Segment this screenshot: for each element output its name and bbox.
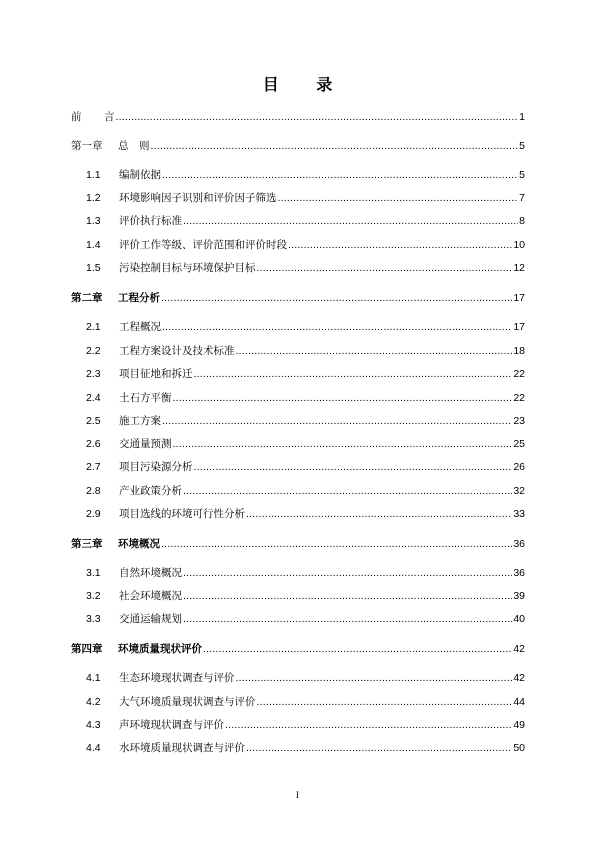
toc-section-title: 生态环境现状调查与评价 (119, 672, 235, 684)
toc-section-number: 1.2 (86, 192, 101, 204)
toc-section-title: 工程概况 (119, 321, 161, 333)
toc-page-number: 22 (513, 368, 525, 380)
toc-leader-dots (236, 672, 513, 684)
toc-entry-section[interactable] (86, 190, 525, 206)
toc-section-title: 交通运输规划 (119, 613, 182, 625)
toc-leader-dots (246, 508, 512, 520)
toc-section-number: 2.9 (86, 508, 101, 520)
toc-entry-section[interactable] (86, 717, 525, 733)
toc-chapter-title: 言 (104, 111, 115, 123)
toc-section-number: 2.1 (86, 321, 101, 333)
toc-leader-dots (203, 643, 512, 655)
toc-section-number: 2.4 (86, 392, 101, 404)
toc-page-number: 23 (513, 415, 525, 427)
toc-entry-section[interactable] (86, 459, 525, 475)
toc-entry-chapter-2[interactable] (71, 290, 525, 306)
toc-section-number: 4.3 (86, 719, 101, 731)
toc-section-title: 交通量预测 (119, 438, 172, 450)
toc-leader-dots (183, 567, 512, 579)
toc-chapter-title: 环境质量现状评价 (118, 643, 202, 655)
toc-entry-section[interactable] (86, 436, 525, 452)
toc-page-number: 22 (513, 392, 525, 404)
toc-entry-section[interactable] (86, 413, 525, 429)
toc-page-number: 26 (513, 461, 525, 473)
toc-entry-section[interactable] (86, 366, 525, 382)
toc-entry-section[interactable] (86, 506, 525, 522)
toc-leader-dots (116, 111, 519, 123)
toc-entry-section[interactable] (86, 694, 525, 710)
page-footer-number: I (296, 790, 299, 800)
toc-leader-dots (183, 613, 512, 625)
toc-leader-dots (288, 239, 512, 251)
toc-section-title: 施工方案 (119, 415, 161, 427)
toc-section-title: 评价执行标准 (119, 215, 182, 227)
toc-section-title: 土石方平衡 (119, 392, 172, 404)
toc-leader-dots (161, 292, 512, 304)
toc-section-title: 项目选线的环境可行性分析 (119, 508, 245, 520)
toc-leader-dots (173, 392, 513, 404)
toc-leader-dots (183, 590, 512, 602)
toc-page-number: 36 (513, 538, 525, 550)
toc-chapter-number: 前 (71, 111, 82, 123)
toc-section-title: 工程方案设计及技术标准 (119, 345, 235, 357)
page-title: 目 录 (262, 75, 349, 94)
toc-section-number: 2.6 (86, 438, 101, 450)
toc-chapter-title: 工程分析 (118, 292, 160, 304)
toc-entry-preface[interactable] (71, 109, 525, 125)
toc-section-title: 评价工作等级、评价范围和评价时段 (119, 239, 287, 251)
toc-leader-dots (194, 461, 513, 473)
toc-section-number: 1.1 (86, 169, 101, 181)
toc-page-number: 42 (513, 672, 525, 684)
toc-page-number: 40 (513, 613, 525, 625)
toc-section-number: 3.3 (86, 613, 101, 625)
toc-leader-dots (162, 415, 512, 427)
toc-section-title: 声环境现状调查与评价 (119, 719, 224, 731)
toc-leader-dots (236, 345, 513, 357)
toc-entry-section[interactable] (86, 167, 525, 183)
toc-page-number: 12 (513, 262, 525, 274)
toc-entry-section[interactable] (86, 213, 525, 229)
toc-section-title: 污染控制目标与环境保护目标 (119, 262, 256, 274)
toc-section-number: 2.2 (86, 345, 101, 357)
toc-page-number: 42 (513, 643, 525, 655)
toc-section-title: 自然环境概况 (119, 567, 182, 579)
toc-section-title: 编制依据 (119, 169, 161, 181)
toc-section-title: 项目污染源分析 (119, 461, 193, 473)
toc-section-number: 4.2 (86, 696, 101, 708)
toc-page-number: 25 (513, 438, 525, 450)
toc-entry-section[interactable] (86, 611, 525, 627)
toc-section-number: 3.1 (86, 567, 101, 579)
toc-entry-section[interactable] (86, 390, 525, 406)
toc-leader-dots (162, 169, 518, 181)
toc-entry-section[interactable] (86, 740, 525, 756)
toc-entry-chapter-1[interactable] (71, 138, 525, 154)
toc-section-title: 产业政策分析 (119, 485, 182, 497)
toc-chapter-number: 第一章 (71, 140, 103, 152)
toc-section-title: 环境影响因子识别和评价因子筛选 (119, 192, 277, 204)
toc-chapter-number: 第二章 (71, 292, 103, 304)
toc-page-number: 33 (513, 508, 525, 520)
toc-section-number: 1.4 (86, 239, 101, 251)
toc-chapter-title: 总 则 (118, 140, 150, 152)
toc-page-number: 17 (513, 292, 525, 304)
toc-section-number: 2.3 (86, 368, 101, 380)
toc-entry-chapter-3[interactable] (71, 536, 525, 552)
toc-entry-section[interactable] (86, 483, 525, 499)
toc-chapter-title: 环境概况 (118, 538, 160, 550)
toc-leader-dots (183, 485, 512, 497)
toc-leader-dots (151, 140, 519, 152)
toc-entry-section[interactable] (86, 260, 525, 276)
toc-entry-chapter-4[interactable] (71, 641, 525, 657)
toc-page-number: 17 (513, 321, 525, 333)
toc-section-title: 水环境质量现状调查与评价 (119, 742, 245, 754)
toc-section-number: 2.5 (86, 415, 101, 427)
toc-leader-dots (183, 215, 518, 227)
toc-leader-dots (173, 438, 513, 450)
toc-section-title: 大气环境质量现状调查与评价 (119, 696, 256, 708)
toc-leader-dots (257, 262, 513, 274)
toc-section-title: 社会环境概况 (119, 590, 182, 602)
toc-section-number: 2.8 (86, 485, 101, 497)
toc-section-number: 3.2 (86, 590, 101, 602)
toc-leader-dots (278, 192, 519, 204)
toc-page-number: 44 (513, 696, 525, 708)
toc-entry-section[interactable] (86, 319, 525, 335)
toc-page-number: 39 (513, 590, 525, 602)
toc-section-number: 4.4 (86, 742, 101, 754)
toc-page-number: 50 (513, 742, 525, 754)
toc-leader-dots (161, 538, 512, 550)
toc-page-number: 10 (513, 239, 525, 251)
toc-section-number: 1.3 (86, 215, 101, 227)
toc-entry-section[interactable] (86, 565, 525, 581)
toc-page-number: 32 (513, 485, 525, 497)
toc-entry-section[interactable] (86, 237, 525, 253)
toc-entry-section[interactable] (86, 670, 525, 686)
toc-page-number: 7 (519, 192, 525, 204)
toc-leader-dots (194, 368, 513, 380)
toc-page-number: 8 (519, 215, 525, 227)
toc-leader-dots (257, 696, 513, 708)
toc-leader-dots (162, 321, 512, 333)
toc-leader-dots (225, 719, 512, 731)
toc-entry-section[interactable] (86, 343, 525, 359)
toc-entry-section[interactable] (86, 588, 525, 604)
toc-chapter-number: 第三章 (71, 538, 103, 550)
toc-section-number: 4.1 (86, 672, 101, 684)
toc-page-number: 1 (519, 111, 525, 123)
toc-section-title: 项目征地和拆迁 (119, 368, 193, 380)
toc-page-number: 18 (513, 345, 525, 357)
toc-section-number: 2.7 (86, 461, 101, 473)
toc-leader-dots (246, 742, 512, 754)
toc-section-number: 1.5 (86, 262, 101, 274)
toc-page-number: 49 (513, 719, 525, 731)
toc-page-number: 36 (513, 567, 525, 579)
toc-page-number: 5 (519, 140, 525, 152)
toc-page-number: 5 (519, 169, 525, 181)
toc-chapter-number: 第四章 (71, 643, 103, 655)
